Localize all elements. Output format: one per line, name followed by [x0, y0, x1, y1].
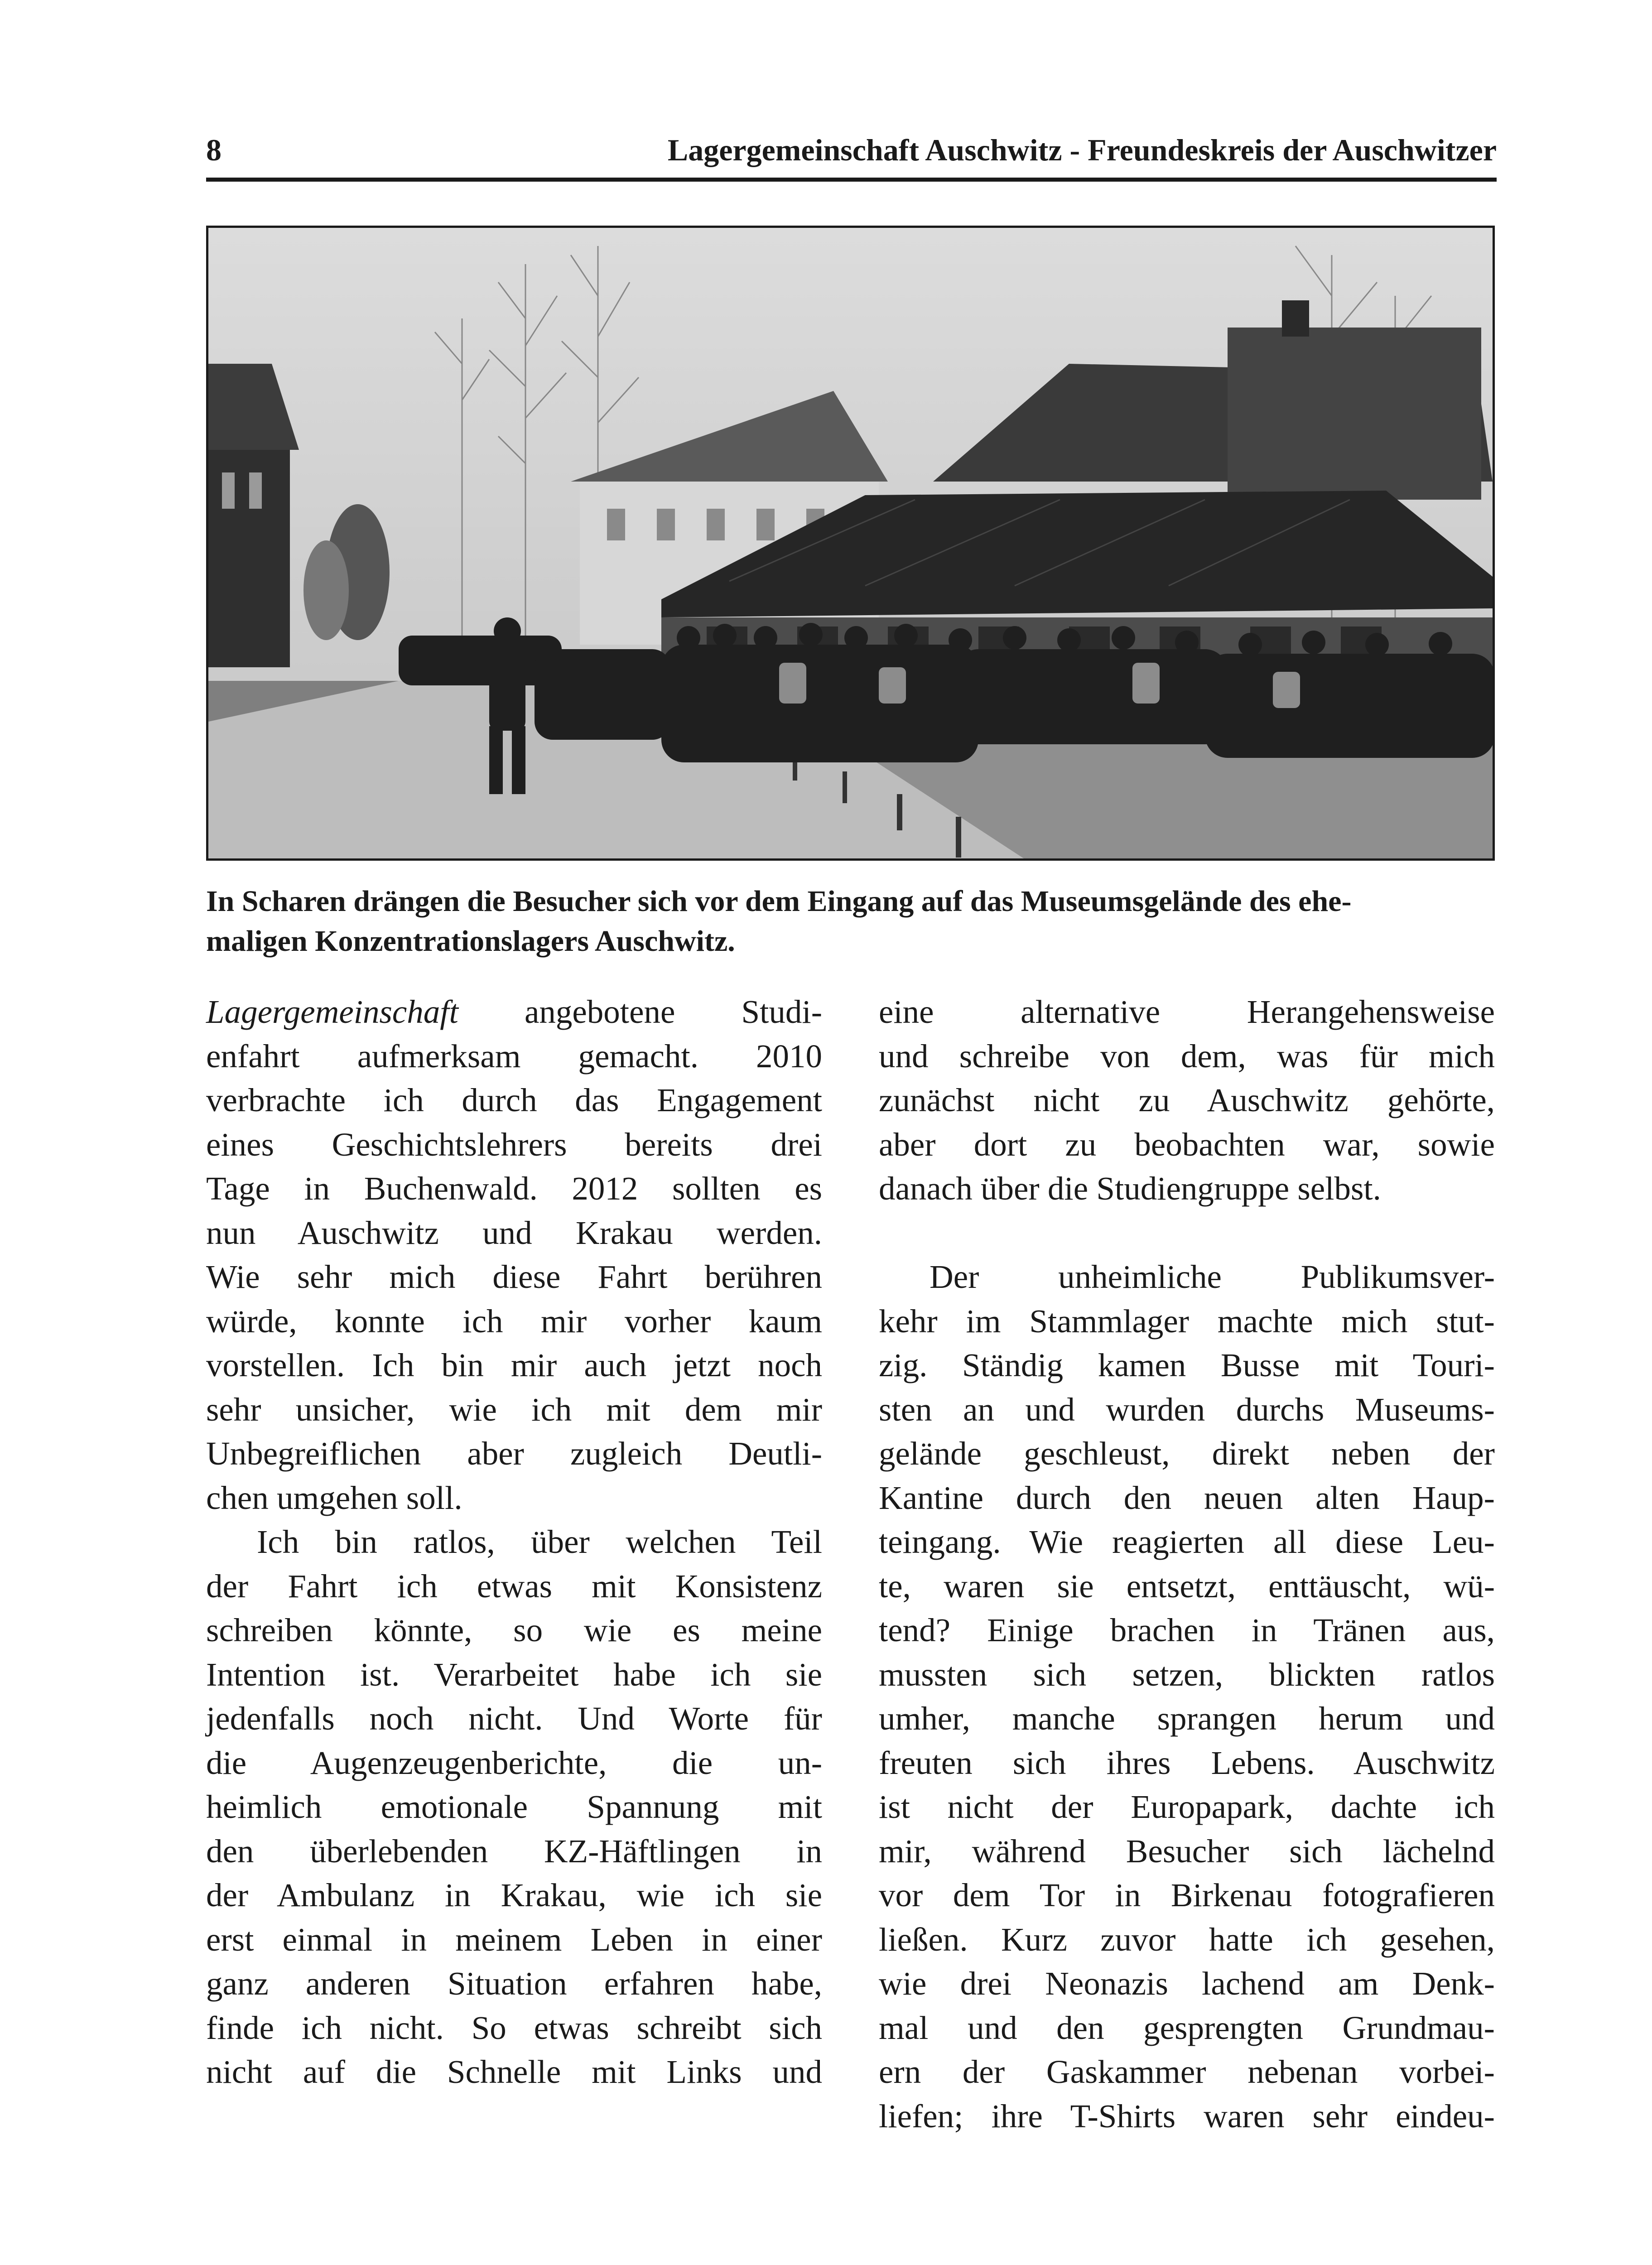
text-line: verbrachte ich durch das Engagement: [206, 1082, 822, 1118]
text-line: den überlebenden KZ-Häftlingen in: [206, 1832, 822, 1870]
text-line: aber dort zu beobachten war, sowie: [879, 1126, 1495, 1163]
italic-term: Lagergemeinschaft: [206, 993, 458, 1030]
text-line: und schreibe von dem, was für mich: [879, 1037, 1495, 1075]
text-line: enfahrt aufmerksam gemacht. 2010: [206, 1037, 822, 1075]
text-line: Intention ist. Verarbeitet habe ich sie: [206, 1656, 822, 1693]
text-line: kehr im Stammlager machte mich stut-: [879, 1302, 1495, 1340]
text-line: vorstellen. Ich bin mir auch jetzt noch: [206, 1347, 822, 1383]
text-line: ganz anderen Situation erfahren habe,: [206, 1965, 822, 2002]
text-line: nicht auf die Schnelle mit Links und: [206, 2053, 822, 2090]
text-line: umher, manche sprangen herum und: [879, 1700, 1495, 1737]
text-line: eines Geschichtslehrers bereits drei: [206, 1126, 822, 1163]
text-line: teingang. Wie reagierten all diese Leu-: [879, 1523, 1495, 1560]
text-line: die Augenzeugenberichte, die un-: [206, 1744, 822, 1781]
text-line: sten an und wurden durchs Museums-: [879, 1391, 1495, 1428]
text-line: Ich bin ratlos, über welchen Teil: [257, 1523, 822, 1560]
text-line: tend? Einige brachen in Tränen aus,: [879, 1612, 1495, 1648]
caption-line: In Scharen drängen die Besucher sich vor dem Eingang auf das Museumsgelände des ehe-: [206, 885, 1352, 918]
text-line: vor dem Tor in Birkenau fotografieren: [879, 1877, 1495, 1913]
text-line: Kantine durch den neuen alten Haup-: [879, 1479, 1495, 1516]
photo-visitors-entrance: [206, 226, 1495, 861]
text-line: [206, 990, 822, 1034]
text-line: würde, konnte ich mir vorher kaum: [206, 1302, 822, 1340]
right-column: [879, 990, 1495, 2138]
text-line: der Ambulanz in Krakau, wie ich sie: [206, 1877, 822, 1913]
text-line: zig. Ständig kamen Busse mit Touri-: [879, 1347, 1495, 1383]
text-line: Der unheimliche Publikumsver-: [930, 1258, 1495, 1295]
photo-illustration: [208, 228, 1493, 858]
text-line: gelände geschleust, direkt neben der: [879, 1435, 1495, 1472]
text-line: Tage in Buchenwald. 2012 sollten es: [206, 1170, 822, 1207]
text-line: erst einmal in meinem Leben in einer: [206, 1921, 822, 1958]
text-line: mal und den gesprengten Grundmau-: [879, 2009, 1495, 2046]
text-line: schreiben könnte, so wie es meine: [206, 1612, 822, 1648]
text-line: ern der Gaskammer nebenan vorbei-: [879, 2053, 1495, 2090]
photo-caption: [206, 882, 1497, 961]
text-line: te, waren sie entsetzt, enttäuscht, wü-: [879, 1567, 1495, 1605]
caption-line: maligen Konzentrationslagers Auschwitz.: [206, 925, 735, 958]
text-line: wie drei Neonazis lachend am Denk-: [879, 1965, 1495, 2002]
text-line: Unbegreiflichen aber zugleich Deutli-: [206, 1435, 822, 1472]
text-line: ist nicht der Europapark, dachte ich: [879, 1788, 1495, 1825]
text-line: der Fahrt ich etwas mit Konsistenz: [206, 1567, 822, 1605]
text-line: nun Auschwitz und Krakau werden.: [206, 1214, 822, 1251]
text-line: heimlich emotionale Spannung mit: [206, 1788, 822, 1825]
paragraph-gap: [879, 1211, 1495, 1255]
text-line: Wie sehr mich diese Fahrt berühren: [206, 1258, 822, 1295]
text-line: mir, während Besucher sich lächelnd: [879, 1832, 1495, 1870]
running-title: Lagergemeinschaft Auschwitz - Freundeskreis der Auschwitzer: [667, 133, 1497, 167]
left-column: [206, 990, 822, 2094]
text-line: chen umgehen soll.: [206, 1479, 462, 1516]
text-fragment: angebotene Studi-: [458, 993, 822, 1030]
text-line: ließen. Kurz zuvor hatte ich gesehen,: [879, 1921, 1495, 1958]
text-line: mussten sich setzen, blickten ratlos: [879, 1656, 1495, 1693]
text-line: jedenfalls noch nicht. Und Worte für: [206, 1700, 822, 1737]
text-line: finde ich nicht. So etwas schreibt sich: [206, 2009, 822, 2046]
text-line: liefen; ihre T-Shirts waren sehr eindeu-: [879, 2097, 1495, 2135]
text-line: freuten sich ihres Lebens. Auschwitz: [879, 1744, 1495, 1781]
running-head: [206, 132, 1497, 178]
text-line: sehr unsicher, wie ich mit dem mir: [206, 1391, 822, 1428]
text-line: danach über die Studiengruppe selbst.: [879, 1170, 1381, 1207]
page-number: 8: [206, 133, 222, 167]
text-line: zunächst nicht zu Auschwitz gehörte,: [879, 1082, 1495, 1118]
text-line: eine alternative Herangehensweise: [879, 993, 1495, 1030]
header-rule: [206, 178, 1497, 182]
